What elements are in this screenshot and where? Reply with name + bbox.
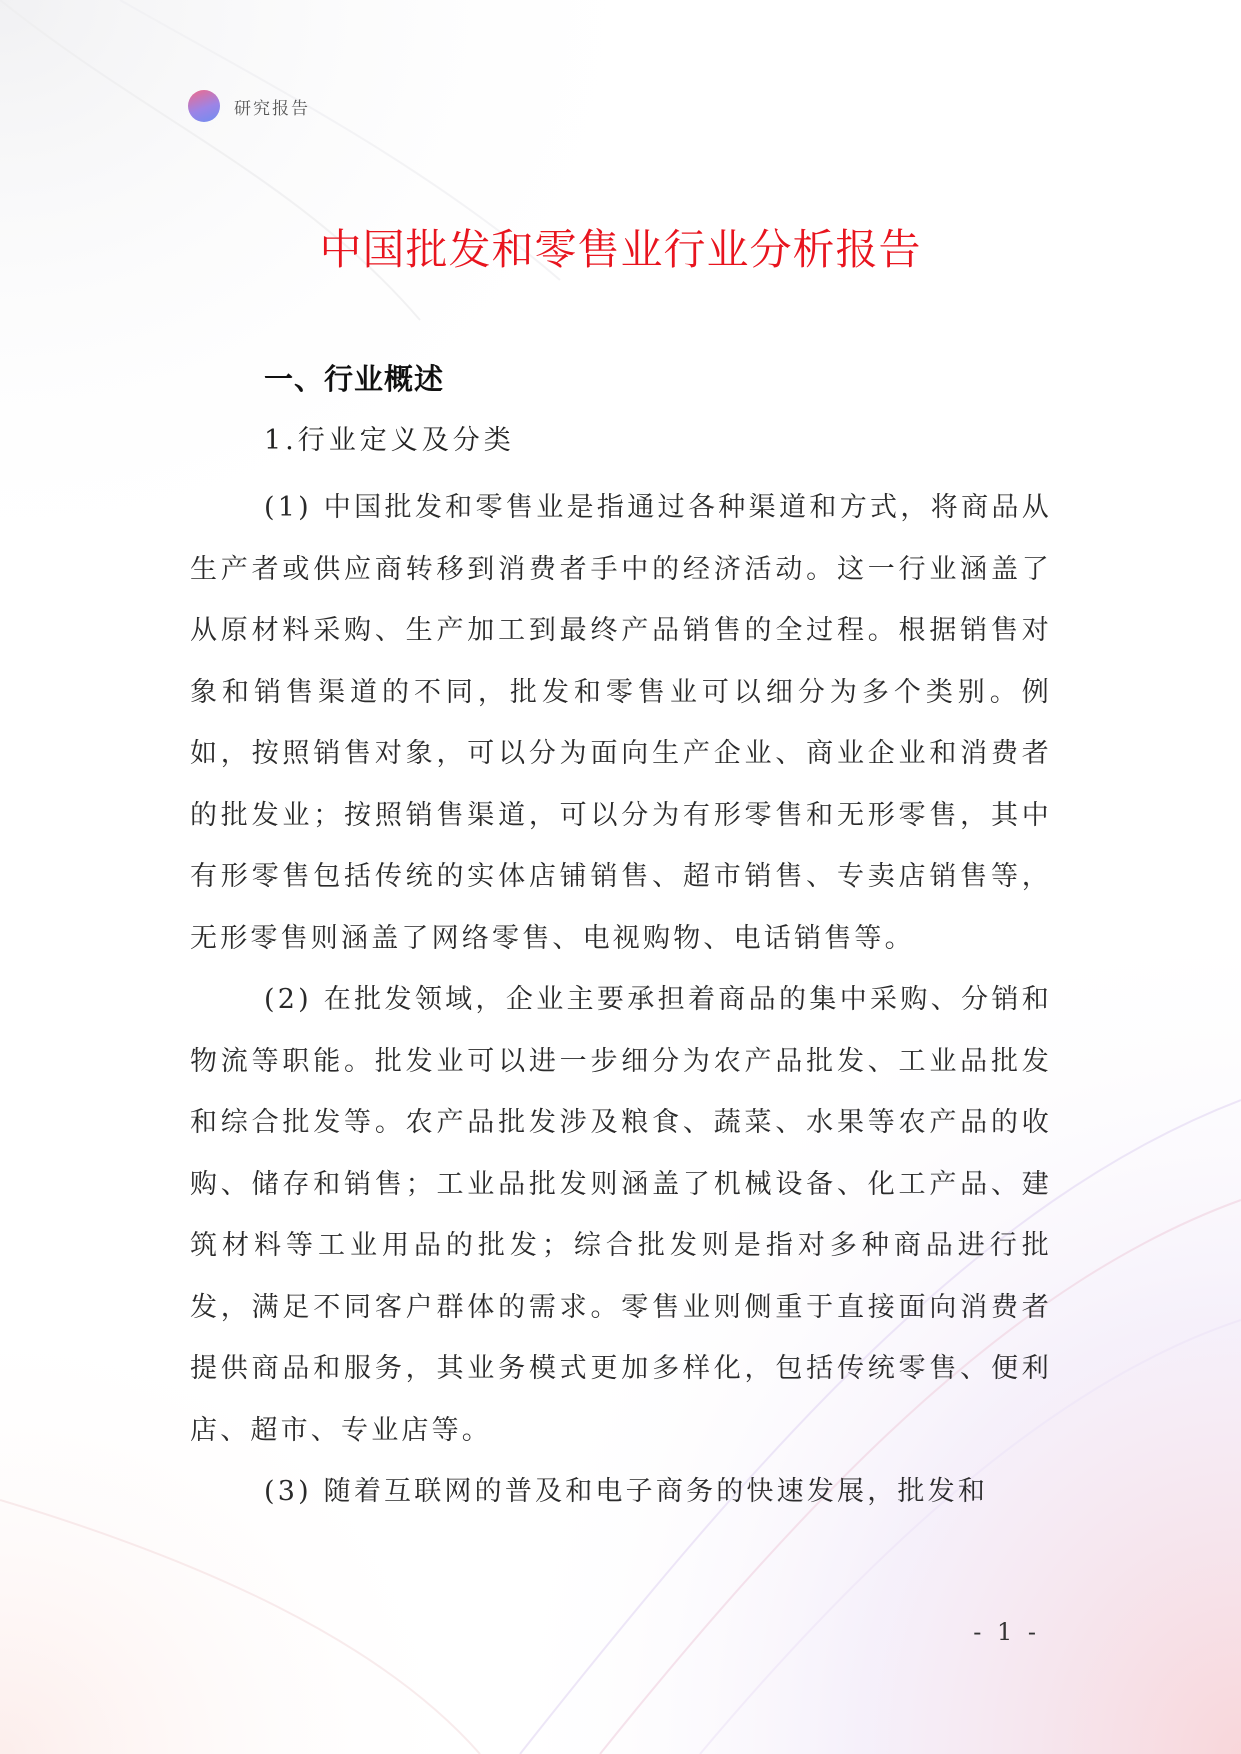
document-body bbox=[190, 355, 1052, 1523]
section-heading: 一、行业概述 bbox=[264, 362, 445, 396]
header-label: 研究报告 bbox=[234, 98, 310, 119]
paragraph-1: (1) 中国批发和零售业是指通过各种渠道和方式，将商品从生产者或供应商转移到消费者手中的经济活动。这一行业涵盖了从原材料采购、生产加工到最终产品销售的全过程。根据销售对象和销售渠道的不同，批发和零售业可以细分为多个类别。例如，按照销售对象，可以分为面向生产企业、商业企业和消费者的批发业；按照销售渠道，可以分为有形零售和无形零售，其中有形零售包括传统的实体店铺销售、超市销售、专卖店销售等，无形零售则涵盖了网络零售、电视购物、电话销售等。 bbox=[190, 492, 1052, 954]
paragraph-3: (3) 随着互联网的普及和电子商务的快速发展，批发和 bbox=[264, 1476, 989, 1507]
document-title: 中国批发和零售业行业分析报告 bbox=[319, 225, 922, 274]
logo-icon bbox=[188, 90, 220, 122]
page-number: - 1 - bbox=[973, 1618, 1040, 1646]
subsection-heading: 1.行业定义及分类 bbox=[264, 425, 515, 456]
report-header bbox=[188, 89, 310, 123]
paragraph-2: (2) 在批发领域，企业主要承担着商品的集中采购、分销和物流等职能。批发业可以进一步细分为农产品批发、工业品批发和综合批发等。农产品批发涉及粮食、蔬菜、水果等农产品的收购、储存和销售；工业品批发则涵盖了机械设备、化工产品、建筑材料等工业用品的批发；综合批发则是指对多种商品进行批发，满足不同客户群体的需求。零售业则侧重于直接面向消费者提供商品和服务，其业务模式更加多样化，包括传统零售、便利店、超市、专业店等。 bbox=[190, 984, 1052, 1446]
